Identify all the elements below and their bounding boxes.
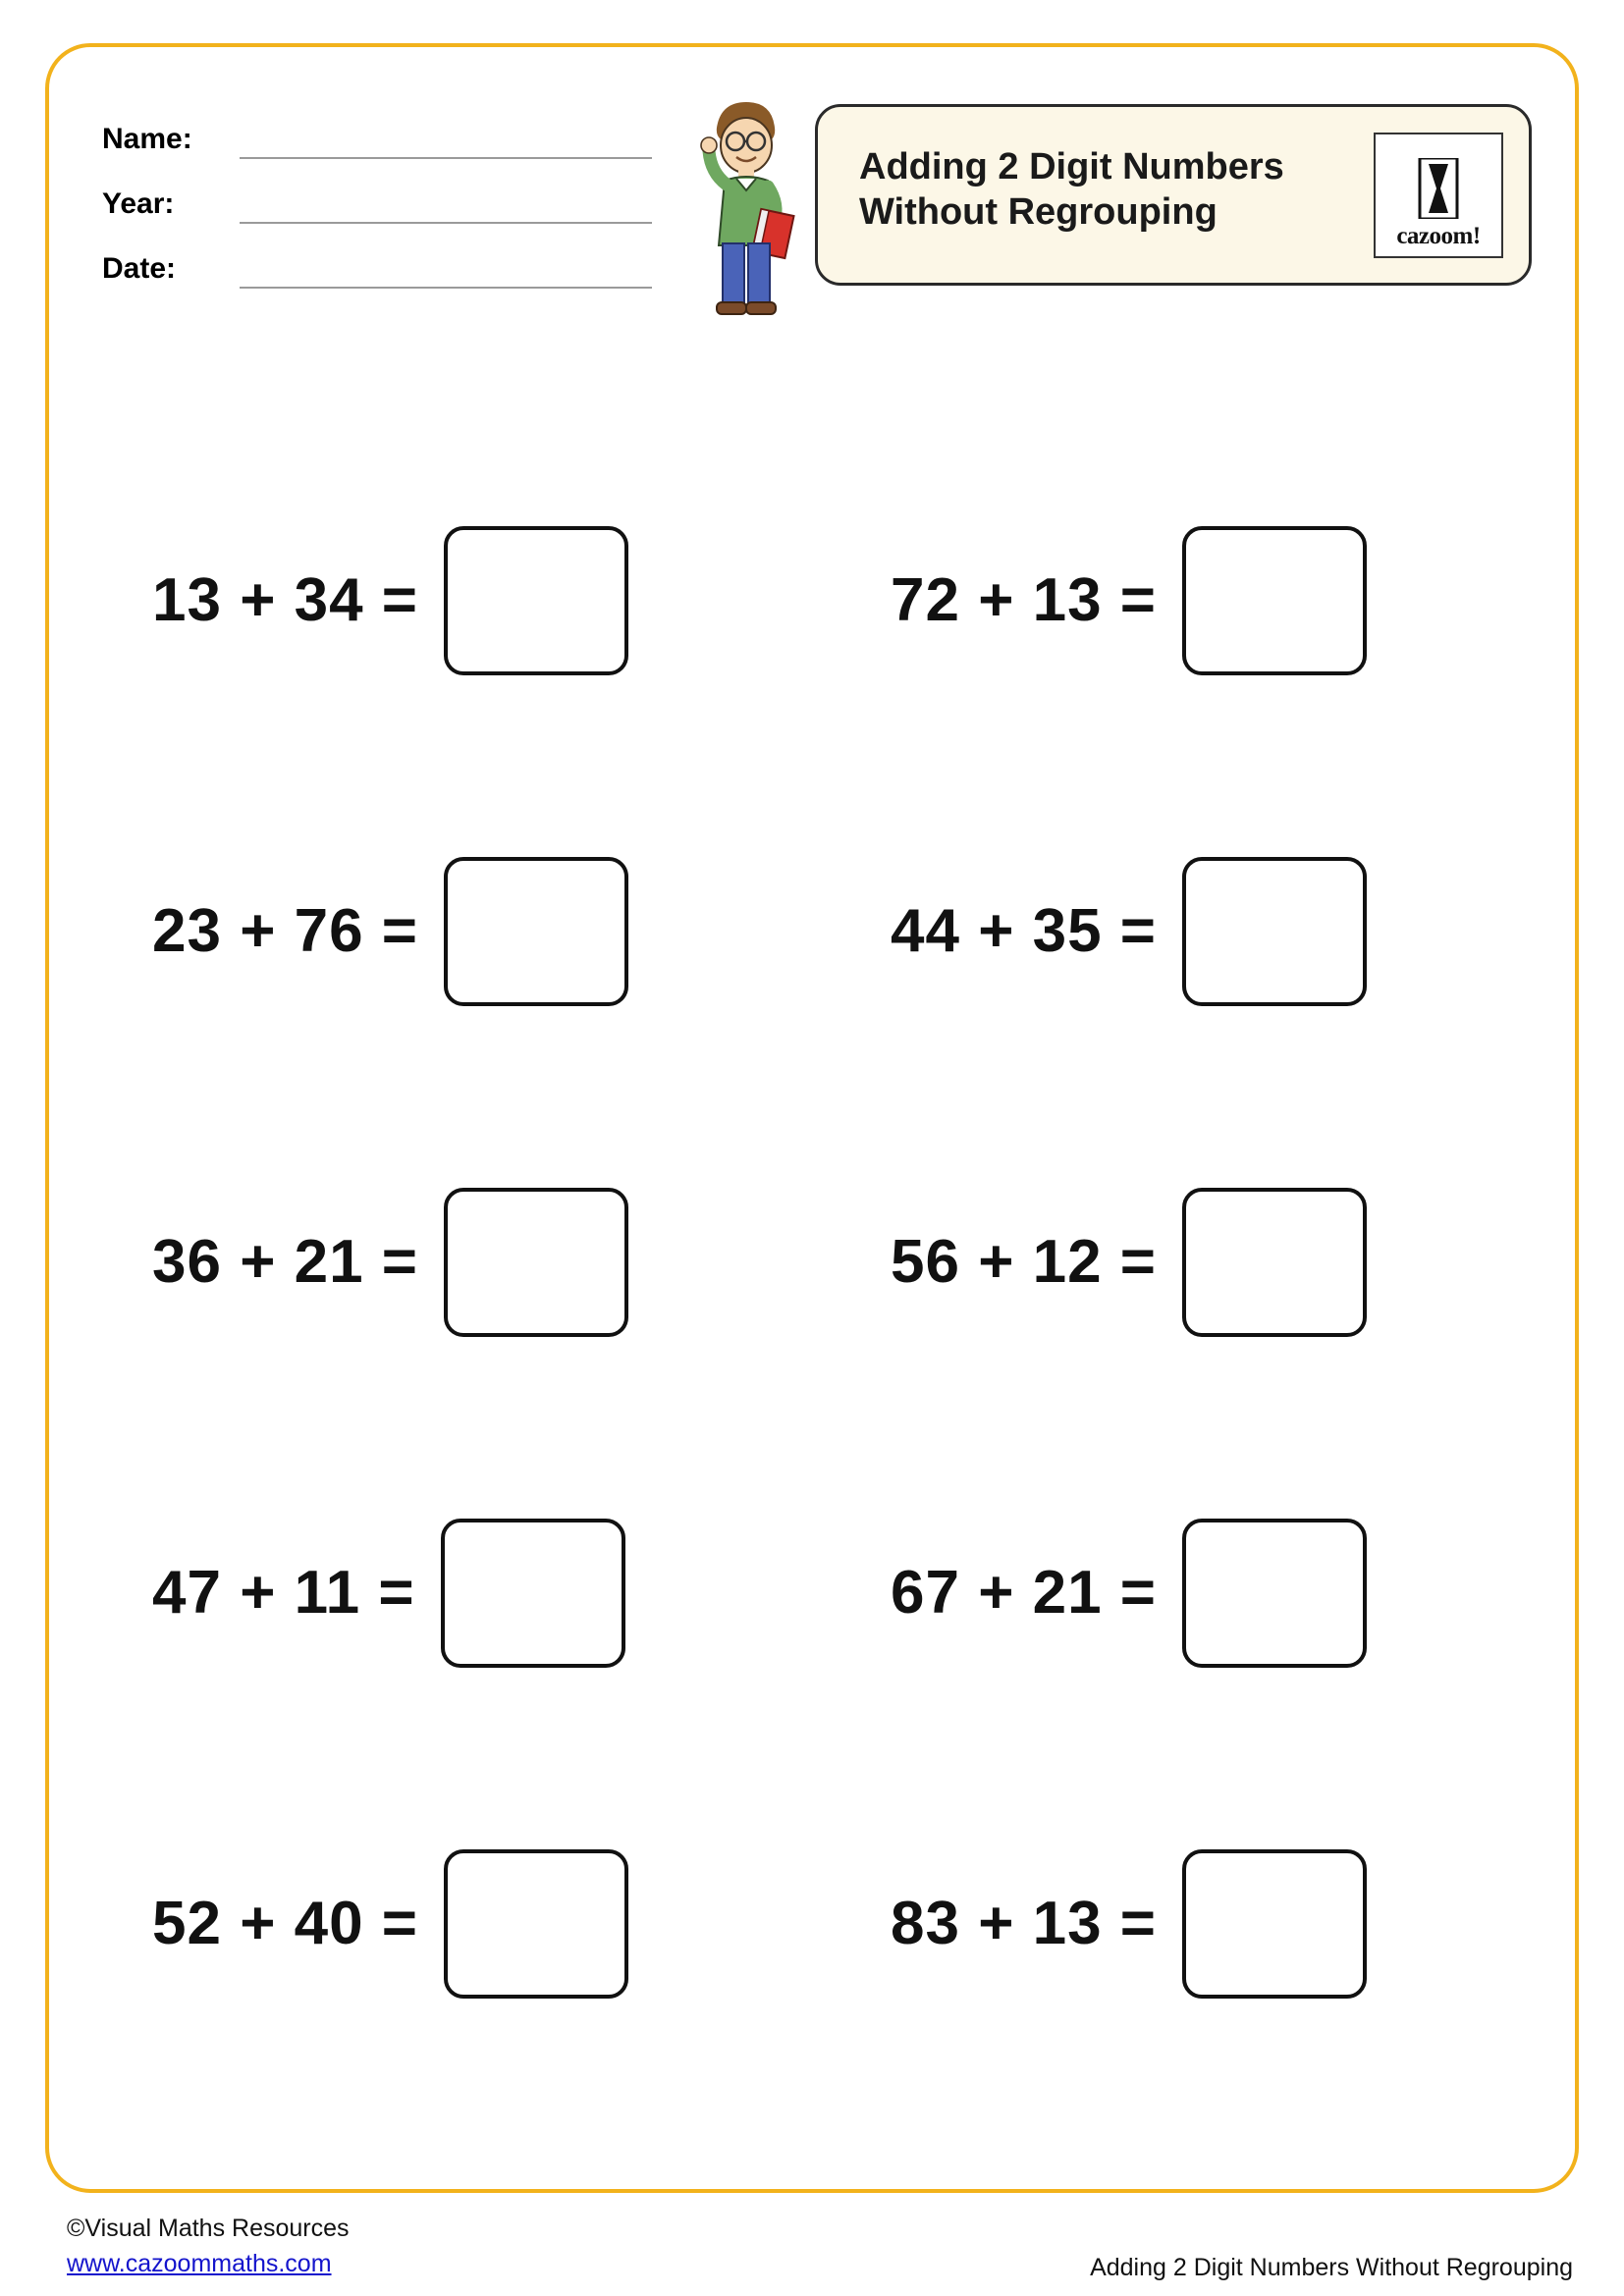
cazoom-logo [1374, 133, 1503, 258]
question-4-text: 44 + 35 = [891, 897, 1158, 965]
answer-box-7[interactable] [441, 1519, 625, 1668]
answer-box-8[interactable] [1182, 1519, 1367, 1668]
worksheet-page [45, 43, 1579, 2193]
year-label: Year: [102, 187, 175, 220]
question-3-text: 23 + 76 = [152, 897, 419, 965]
question-7 [49, 1519, 812, 1668]
name-label: Name: [102, 123, 192, 155]
question-row [49, 435, 1575, 766]
page-footer [0, 2211, 1624, 2295]
cazoom-wordmark: cazoom! [1396, 223, 1481, 249]
question-row [49, 1096, 1575, 1427]
question-5 [49, 1188, 812, 1337]
page-title: Adding 2 Digit Numbers Without Regrouping [859, 146, 1284, 234]
title-banner [815, 104, 1532, 286]
website-link[interactable]: www.cazoommaths.com [67, 2250, 332, 2278]
answer-box-6[interactable] [1182, 1188, 1367, 1337]
question-row [49, 766, 1575, 1096]
question-8-text: 67 + 21 = [891, 1559, 1158, 1627]
question-5-text: 36 + 21 = [152, 1228, 419, 1296]
year-field-row [102, 171, 652, 224]
teacher-mascot-icon [677, 88, 815, 334]
worksheet-header [49, 47, 1575, 322]
year-input-line[interactable] [240, 188, 652, 224]
question-3 [49, 857, 812, 1006]
question-4 [812, 857, 1575, 1006]
date-field-row [102, 236, 652, 289]
answer-box-9[interactable] [444, 1849, 628, 1999]
answer-box-3[interactable] [444, 857, 628, 1006]
question-7-text: 47 + 11 = [152, 1559, 415, 1627]
question-8 [812, 1519, 1575, 1668]
question-6-text: 56 + 12 = [891, 1228, 1158, 1296]
answer-box-5[interactable] [444, 1188, 628, 1337]
question-row [49, 1758, 1575, 2089]
question-9-text: 52 + 40 = [152, 1890, 419, 1957]
answer-box-2[interactable] [1182, 526, 1367, 675]
date-label: Date: [102, 252, 177, 285]
date-input-line[interactable] [240, 253, 652, 289]
question-10 [812, 1849, 1575, 1999]
question-9 [49, 1849, 812, 1999]
question-1 [49, 526, 812, 675]
questions-grid [49, 435, 1575, 2089]
answer-box-4[interactable] [1182, 857, 1367, 1006]
student-info-block [102, 106, 652, 300]
question-10-text: 83 + 13 = [891, 1890, 1158, 1957]
question-2 [812, 526, 1575, 675]
footer-credit [67, 2211, 350, 2282]
hourglass-icon [1416, 158, 1461, 219]
question-6 [812, 1188, 1575, 1337]
name-input-line[interactable] [240, 124, 652, 159]
question-1-text: 13 + 34 = [152, 566, 419, 634]
copyright-text: ©Visual Maths Resources [67, 2215, 350, 2242]
question-2-text: 72 + 13 = [891, 566, 1158, 634]
question-row [49, 1427, 1575, 1758]
name-field-row [102, 106, 652, 159]
answer-box-1[interactable] [444, 526, 628, 675]
footer-doc-title: Adding 2 Digit Numbers Without Regrouping [1090, 2254, 1573, 2281]
answer-box-10[interactable] [1182, 1849, 1367, 1999]
